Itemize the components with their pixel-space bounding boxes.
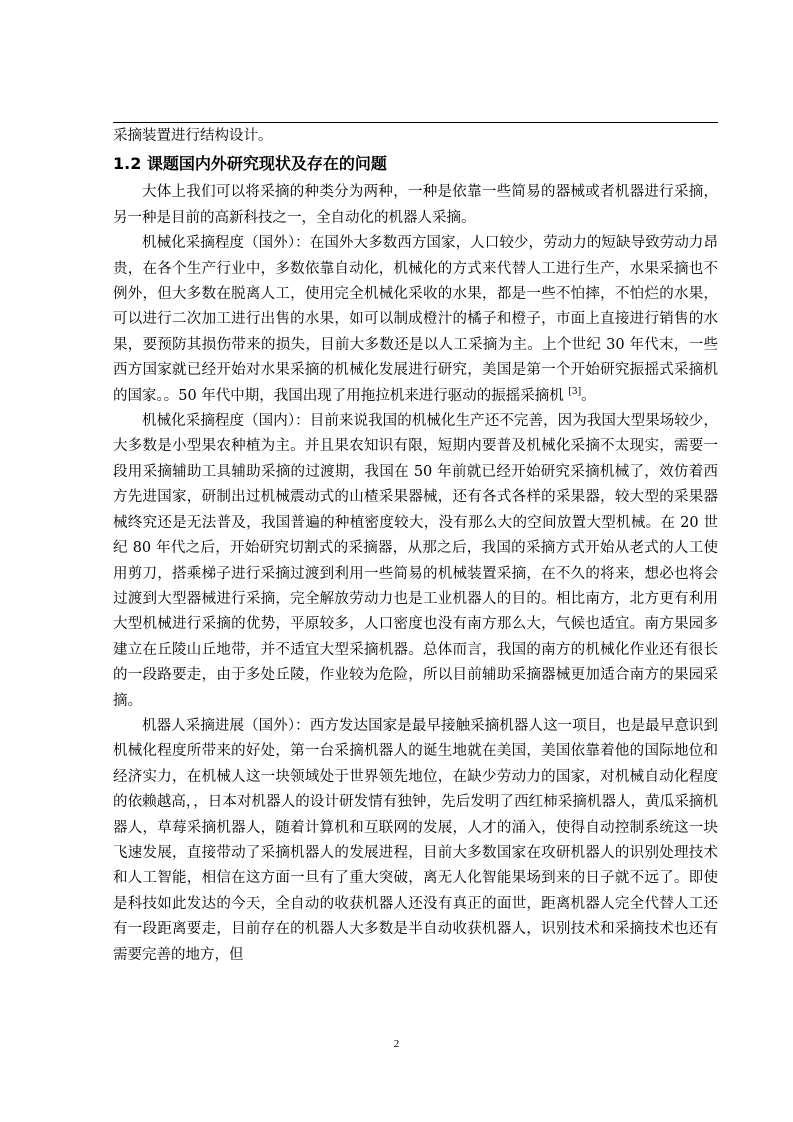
paragraph-domestic-mechanization: 机械化采摘程度（国内）：目前来说我国的机械化生产还不完善，因为我国大型果场较少，大多数是小型果农种植为主。并且果农知识有限，短期内要普及机械化采摘不太现实，需要一段用采摘辅助工具辅助采摘的过渡期，我国在 50 年前就已经开始研究采摘机械了，效仿着西方先进国家，研制出过机械震动式的山楂采果器械，还有各式各样的采果器，较大型的采果器械终究还是无法普及，我国普遍的种植密度较大，没有那么大的空间放置大型机械。在 20 世纪 80 年代之后，开始研究切割式的采摘器，从那之后，我国的采摘方式开始从老式的人工使用剪刀，搭乘梯子进行采摘过渡到利用一些简易的机械装置采摘，在不久的将来，想必也将会过渡到大型器械进行采摘，完全解放劳动力也是工业机器人的目的。相比南方，北方更有利用大型机械进行采摘的优势，平原较多，人口密度也没有南方那么大，气候也适宜。南方果园多建立在丘陵山丘地带，并不适宜大型采摘机器。总体而言，我国的南方的机械化作业还有很长的一段路要走，由于多处丘陵，作业较为危险，所以目前辅助采摘器械更加适合南方的果园采摘。: [113, 413, 718, 709]
page-body: [113, 124, 718, 968]
header-rule: [113, 122, 718, 123]
paragraph-foreign-mechanization: [113, 231, 718, 409]
citation-ref: [3]: [568, 386, 582, 397]
paragraph-text: 机械化采摘程度（国外）：在国外大多数西方国家，人口较少，劳动力的短缺导致劳动力昂贵，在各个生产行业中，多数依靠自动化，机械化的方式来代替人工进行生产，水果采摘也不例外，但大多数在脱离人工，使用完全机械化采收的水果，都是一些不怕摔，不怕烂的水果，可以进行二次加工进行出售的水果，如可以制成橙汁的橘子和橙子，市面上直接进行销售的水果，要预防其损伤带来的损失，目前大多数还是以人工采摘为主。上个世纪 30 年代末，一些西方国家就已经开始对水果采摘的机械化发展进行研究，美国是第一个开始研究振摇式采摘机的国家。。50 年代中期，我国出现了用拖拉机来进行驱动的振摇采摘机: [113, 235, 718, 404]
page-number: 2: [393, 1038, 400, 1050]
paragraph-types: 大体上我们可以将采摘的种类分为两种，一种是依靠一些简易的器械或者机器进行采摘，另一种是目前的高新科技之一，全自动化的机器人采摘。: [113, 184, 718, 226]
section-heading: 1.2 课题国内外研究现状及存在的问题: [113, 154, 387, 174]
paragraph-foreign-robots: 机器人采摘进展（国外）：西方发达国家是最早接触采摘机器人这一项目，也是最早意识到机械化程度所带来的好处，第一台采摘机器人的诞生地就在美国，美国依靠着他的国际地位和经济实力，在机械人这一块领域处于世界领先地位，在缺少劳动力的国家，对机械自动化程度的依赖越高，，日本对机器人的设计研发情有独钟，先后发明了西红柿采摘机器人，黄瓜采摘机器人，草莓采摘机器人，随着计算机和互联网的发展，人才的涌入，使得自动控制系统这一块飞速发展，直接带动了采摘机器人的发展进程，目前大多数国家在攻研机器人的识别处理技术和人工智能，相信在这方面一旦有了重大突破，离无人化智能果场到来的日子就不远了。即使是科技如此发达的今天，全自动的收获机器人还没有真正的面世，距离机器人完全代替人工还有一段距离要走，目前存在的机器人大多数是半自动收获机器人，识别技术和采摘技术也还有需要完善的地方，但: [113, 717, 718, 963]
paragraph-suffix: 。: [581, 387, 596, 404]
continuation-line: 采摘装置进行结构设计。: [113, 128, 273, 144]
